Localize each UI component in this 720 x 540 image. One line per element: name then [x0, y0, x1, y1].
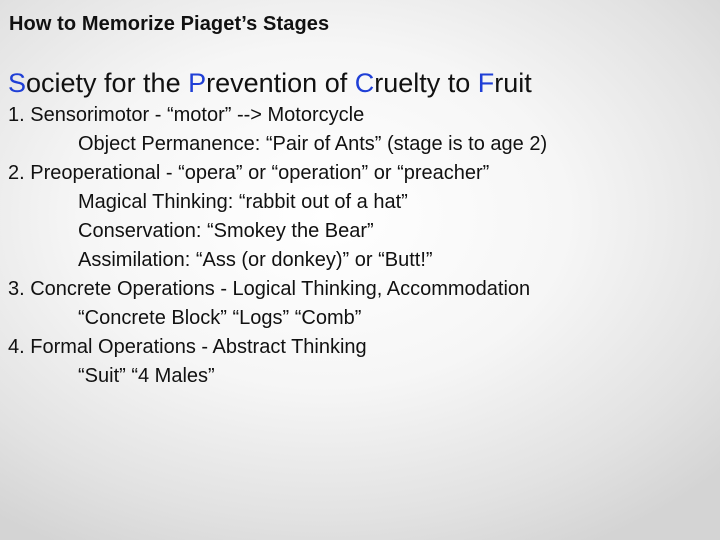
stage-detail: “Suit” “4 Males” [78, 365, 215, 387]
mnemonic-subtitle [8, 66, 532, 100]
stage-heading-formal-operations: 4. Formal Operations - Abstract Thinking [8, 336, 367, 358]
stage-detail: Assimilation: “Ass (or donkey)” or “Butt!” [78, 249, 433, 271]
stage-detail: Object Permanence: “Pair of Ants” (stage is to age 2) [78, 133, 548, 155]
stage-detail: Magical Thinking: “rabbit out of a hat” [78, 191, 408, 213]
stage-detail: Conservation: “Smokey the Bear” [78, 220, 374, 242]
subtitle-part: ruit [494, 68, 532, 98]
subtitle-part: F [477, 68, 495, 98]
stage-list [8, 101, 708, 391]
subtitle-part: P [188, 68, 207, 98]
stage-heading-preoperational: 2. Preoperational - “opera” or “operation” or “preacher” [8, 162, 490, 184]
stage-detail: “Concrete Block” “Logs” “Comb” [78, 307, 362, 329]
stage-heading-sensorimotor: 1. Sensorimotor - “motor” --> Motorcycle [8, 104, 365, 126]
stage-heading-concrete-operations: 3. Concrete Operations - Logical Thinking, Accommodation [8, 278, 531, 300]
slide-title: How to Memorize Piaget’s Stages [9, 13, 330, 35]
subtitle-part: C [354, 68, 375, 98]
subtitle-part: S [8, 68, 27, 98]
subtitle-part: ociety for the [26, 68, 189, 98]
subtitle-part: ruelty to [374, 68, 478, 98]
subtitle-part: revention of [206, 68, 355, 98]
